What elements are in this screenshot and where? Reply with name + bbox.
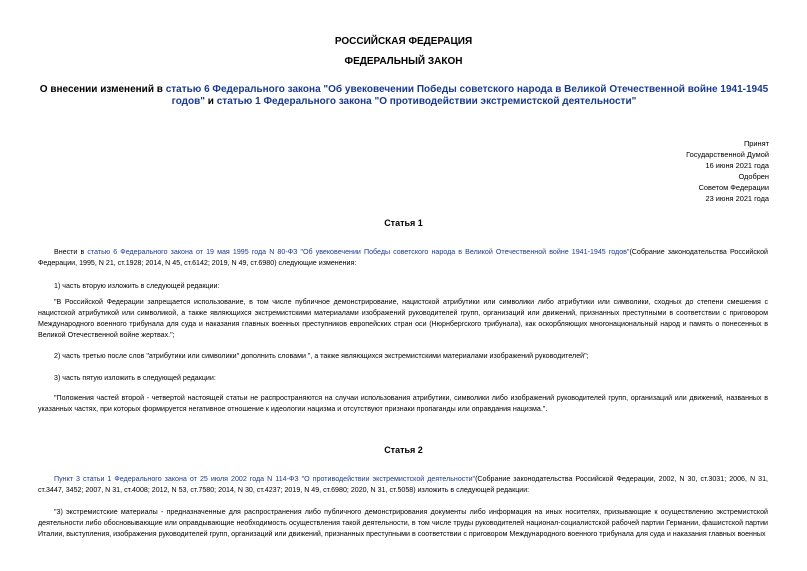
article-1-item-2: 2) часть третью после слов "атрибутики или символики" дополнить словами ", а также являющихся экстремистскими материалами изображений руководителей"; [54, 352, 589, 360]
article-2-intro-suffix: (Собрание законодательства Российской Федерации, 2002, N 30, ст.3031; 2006, N 31, ст.3447, 3452; 2007, N 31, ст.4008; 2012, N 53, ст.7580; 2014, N 30, ст.4237; 2019, N 49, ст.6980; 2020, N 31, ст.5058) изложить в следующей редакции: [38, 475, 768, 494]
article-1-item-3-text: "Положения частей второй - четвертой настоящей статьи не распространяются на случаи использования атрибутики, символики либо изображений руководителей групп, организаций или движений, названных в указанных частях, при которых формируется негативное отношение к идеологии нацизма и отсутствуют признаки пропаганды или оправдания нацизма.". [38, 394, 768, 413]
article-2-heading: Статья 2 [384, 445, 423, 455]
article-1-item-1-text: "В Российской Федерации запрещается использование, в том числе публичное демонстрирование, нацистской атрибутики или символики либо атрибутики или символики, сходных до степени смешения с нацистской атрибутикой или символикой, а также являющихся экстремистскими материалами изображений руководителей групп, организаций или движений, признанных преступными в соответствии с приговором Международного военного трибунала для суда и наказания главных военных преступников европейских стран оси (Нюрнбергского трибунала), как оскорбляющих многонациональный народ и память о понесенных в Великой Отечественной войне жертвах."; [38, 298, 768, 339]
law-type-heading: ФЕДЕРАЛЬНЫЙ ЗАКОН [344, 56, 463, 67]
article-2-intro-link[interactable]: Пункт 3 статьи 1 Федерального закона от 25 июля 2002 года N 114-ФЗ "О противодействии экстремистской деятельности" [54, 475, 476, 483]
adoption-line-council-date: 23 июня 2021 года [705, 194, 769, 203]
article-1-intro-prefix: Внести в [54, 248, 88, 256]
law-title-link-article1[interactable]: статью 1 Федерального закона "О противодействии экстремистской деятельности" [216, 96, 637, 107]
article-2-item-text: "3) экстремистские материалы - предназначенные для распространения либо публичного демонстрирования документы либо информация на иных носителях, призывающие к осуществлению экстремистской деятельности либо обосновывающие или оправдывающие необходимость осуществления такой деятельности, в том числе труды руководителей национал-социалистской рабочей партии Германии, фашистской партии Италии, выступления, изображения руководителей групп, организаций или движений, признанных преступными в соответствии с приговором Международного военного трибунала для суда и наказания главных военных [38, 508, 768, 538]
country-heading: РОССИЙСКАЯ ФЕДЕРАЦИЯ [334, 36, 473, 47]
article-1-intro-link[interactable]: статью 6 Федерального закона от 19 мая 1995 года N 80-ФЗ "Об увековечении Победы советского народа в Великой Отечественной войне 1941-1945 годов" [87, 248, 630, 256]
adoption-block [619, 138, 769, 204]
article-1-intro [38, 247, 768, 269]
article-2-intro [38, 474, 768, 496]
adoption-line-council: Советом Федерации [698, 183, 769, 192]
article-1-item-1: 1) часть вторую изложить в следующей редакции: [54, 282, 220, 290]
article-1-item-3: 3) часть пятую изложить в следующей редакции: [54, 374, 216, 382]
law-title-prefix: О внесении изменений в [39, 84, 166, 95]
adoption-line-approved: Одобрен [738, 172, 769, 181]
law-title-link-article6[interactable]: статью 6 Федерального закона "Об увековечении Победы советского народа в Великой Отечественной войне 1941-1945 годов" [165, 84, 769, 107]
law-title [34, 84, 774, 108]
adoption-line-duma: Государственной Думой [686, 150, 769, 159]
article-1-intro-suffix: (Собрание законодательства Российской Федерации, 1995, N 21, ст.1928; 2014, N 45, ст.6142; 2019, N 49, ст.6980) следующие изменения: [38, 248, 769, 267]
article-1-heading: Статья 1 [384, 218, 423, 228]
adoption-line-adopted: Принят [743, 139, 769, 148]
adoption-line-duma-date: 16 июня 2021 года [705, 161, 769, 170]
law-title-mid: и [205, 96, 217, 107]
